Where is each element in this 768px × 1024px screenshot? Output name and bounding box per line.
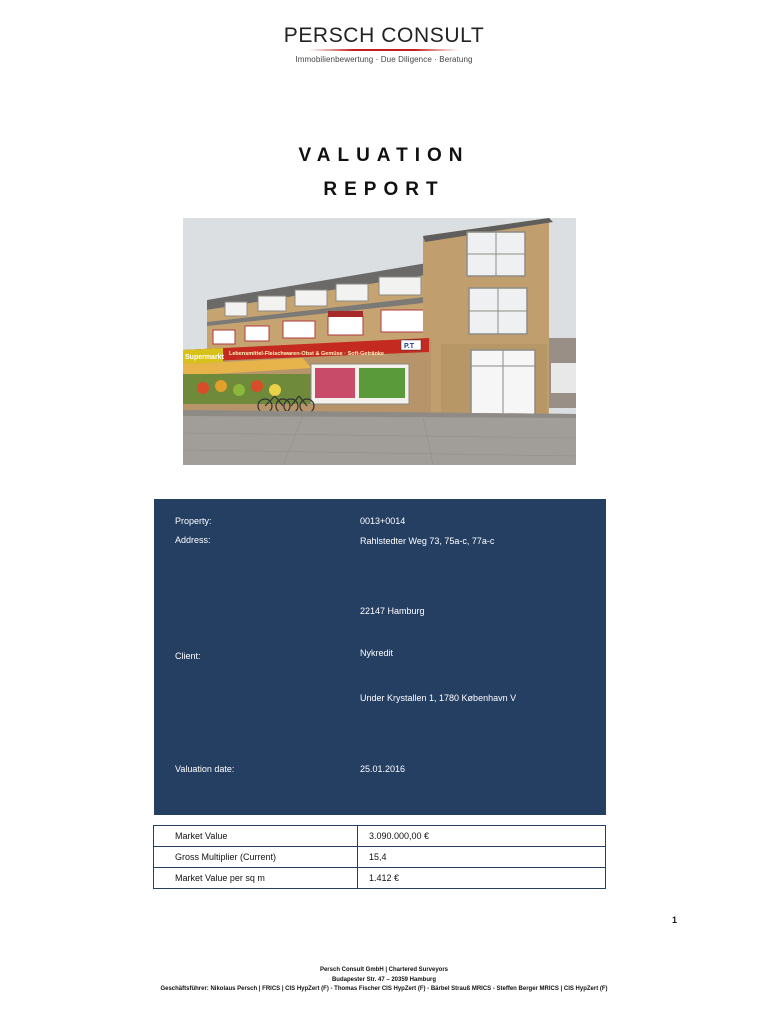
footer-management: Geschäftsführer: Nikolaus Persch | FRICS | CIS HypZert (F) - Thomas Fischer CIS HypZert (F) - Bärbel Strauß MRICS - Steffen Berger MRICS | CIS HypZert (F) — [160, 986, 608, 992]
logo-red-swoosh — [309, 49, 459, 51]
table-row — [154, 868, 606, 889]
client-name: Nykredit — [360, 648, 394, 658]
client-label: Client: — [175, 651, 201, 661]
logo-tagline: Immobilienbewertung · Due Diligence · Beratung — [295, 55, 473, 64]
supermarket-sign: Supermarkt — [185, 354, 224, 361]
table-cell-value: 1.412 € — [358, 868, 606, 889]
property-label: Property: — [175, 516, 212, 526]
page-footer — [0, 966, 768, 995]
valuation-date-value: 25.01.2016 — [360, 764, 406, 774]
table-cell-value: 3.090.000,00 € — [358, 826, 606, 847]
table-cell-label: Gross Multiplier (Current) — [154, 847, 358, 868]
report-title-line-1: VALUATION — [298, 145, 470, 166]
shop-banner-text: Lebensmittel-Fleischwaren-Obst & Gemüse · Soft-Getränke — [229, 351, 384, 357]
client-address: Under Krystallen 1, 1780 København V — [360, 693, 517, 703]
company-logo — [0, 24, 768, 64]
property-info-panel — [154, 499, 606, 815]
address-line-2: 22147 Hamburg — [360, 606, 425, 616]
property-photo — [183, 218, 576, 465]
footer-company: Persch Consult GmbH | Chartered Surveyors — [319, 967, 449, 973]
valuation-date-label: Valuation date: — [175, 764, 235, 774]
footer-address: Budapester Str. 47 – 20359 Hamburg — [331, 976, 437, 983]
table-cell-label: Market Value — [154, 826, 358, 847]
page-number: 1 — [672, 915, 678, 925]
table-cell-label: Market Value per sq m — [154, 868, 358, 889]
shop-logo-sign: P.T — [404, 343, 414, 350]
logo-name: PERSCH CONSULT — [283, 24, 485, 47]
valuation-summary-table — [153, 825, 606, 889]
table-cell-value: 15,4 — [358, 847, 606, 868]
property-value: 0013+0014 — [360, 516, 406, 526]
report-title-line-2: REPORT — [323, 179, 445, 200]
table-row — [154, 826, 606, 847]
address-label: Address: — [175, 535, 211, 545]
address-line-1: Rahlstedter Weg 73, 75a-c, 77a-c — [360, 536, 495, 546]
table-row — [154, 847, 606, 868]
